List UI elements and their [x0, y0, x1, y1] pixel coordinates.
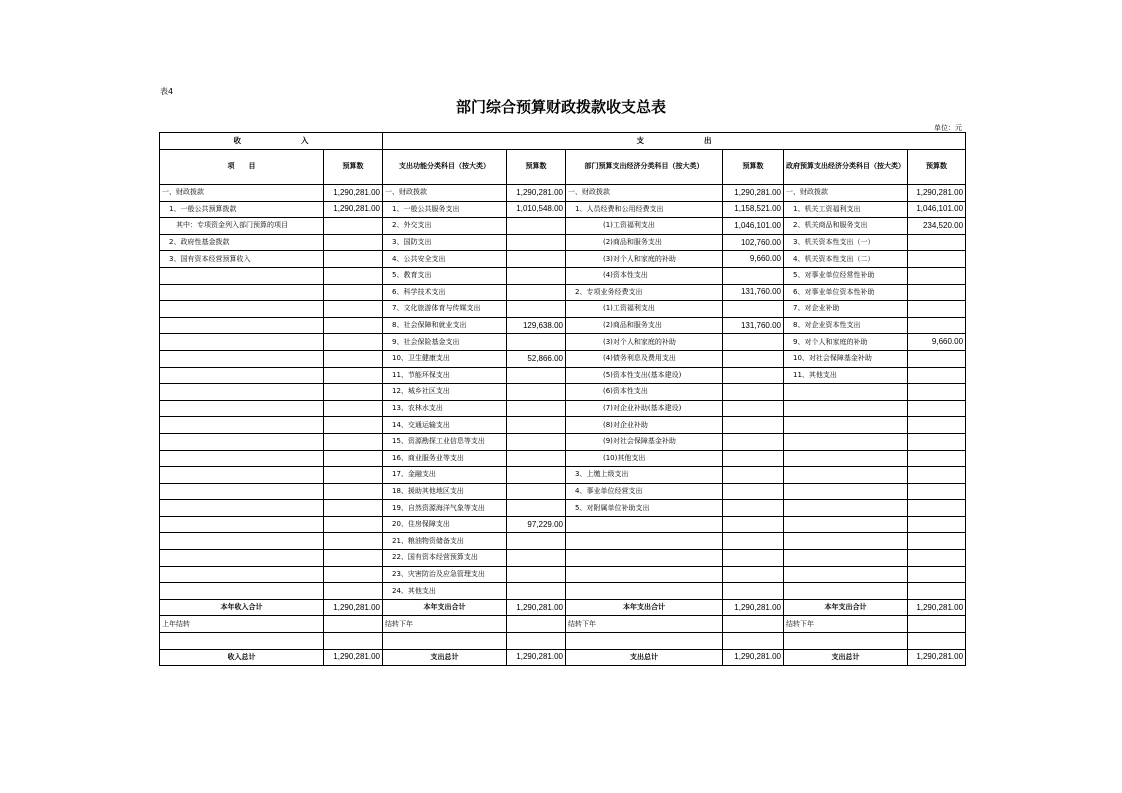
table-row — [160, 500, 966, 517]
item-cell: 1、人员经费和公用经费支出 — [566, 201, 723, 218]
table-row — [160, 566, 966, 583]
item-cell: 8、社会保障和就业支出 — [383, 317, 507, 334]
item-cell: 3、机关资本性支出（一） — [784, 234, 908, 251]
amount-cell — [507, 417, 566, 434]
amount-cell — [324, 433, 383, 450]
item-cell: 1、一般公共预算拨款 — [160, 201, 324, 218]
amount-cell — [908, 616, 966, 633]
amount-cell — [507, 251, 566, 268]
amount-cell — [507, 367, 566, 384]
table-row — [160, 433, 966, 450]
column-header: 支出功能分类科目（按大类） — [383, 150, 507, 185]
amount-cell — [908, 467, 966, 484]
item-cell — [784, 433, 908, 450]
amount-cell: 1,290,281.00 — [723, 185, 784, 202]
amount-cell: 234,520.00 — [908, 218, 966, 235]
amount-cell — [723, 633, 784, 650]
amount-cell — [908, 417, 966, 434]
item-cell: 5、教育支出 — [383, 267, 507, 284]
amount-cell — [723, 550, 784, 567]
amount-cell — [723, 533, 784, 550]
table-row — [160, 350, 966, 367]
item-cell: 结转下年 — [383, 616, 507, 633]
amount-cell — [908, 400, 966, 417]
amount-cell: 1,290,281.00 — [507, 185, 566, 202]
amount-cell — [908, 350, 966, 367]
amount-cell — [324, 384, 383, 401]
amount-cell — [324, 301, 383, 318]
amount-cell — [908, 433, 966, 450]
item-cell — [160, 301, 324, 318]
item-cell: 5、对事业单位经常性补助 — [784, 267, 908, 284]
amount-cell — [507, 500, 566, 517]
item-cell — [160, 566, 324, 583]
item-cell — [160, 450, 324, 467]
item-cell — [784, 533, 908, 550]
amount-cell: 52,866.00 — [507, 350, 566, 367]
amount-cell — [507, 218, 566, 235]
item-cell — [784, 583, 908, 600]
carry-row — [160, 616, 966, 633]
amount-cell — [908, 550, 966, 567]
table-number: 表4 — [160, 87, 174, 96]
item-cell: 支出总计 — [784, 649, 908, 666]
item-cell — [160, 550, 324, 567]
table-row — [160, 583, 966, 600]
table-row — [160, 533, 966, 550]
item-cell — [160, 583, 324, 600]
item-cell: 3、国防支出 — [383, 234, 507, 251]
item-cell: 9、社会保险基金支出 — [383, 334, 507, 351]
item-cell: (9)对社会保障基金补助 — [566, 433, 723, 450]
item-cell — [160, 516, 324, 533]
item-cell: 一、财政拨款 — [383, 185, 507, 202]
amount-cell — [908, 234, 966, 251]
item-cell: 结转下年 — [566, 616, 723, 633]
amount-cell — [507, 450, 566, 467]
table-row — [160, 284, 966, 301]
item-cell: 19、自然资源海洋气象等支出 — [383, 500, 507, 517]
table-row — [160, 550, 966, 567]
item-cell: 5、对附属单位补助支出 — [566, 500, 723, 517]
table-row — [160, 317, 966, 334]
amount-cell — [908, 500, 966, 517]
amount-cell — [723, 367, 784, 384]
column-header: 部门预算支出经济分类科目（按大类） — [566, 150, 723, 185]
item-cell: 24、其他支出 — [383, 583, 507, 600]
amount-cell: 1,290,281.00 — [723, 649, 784, 666]
amount-cell — [324, 417, 383, 434]
item-cell — [160, 533, 324, 550]
item-cell: (8)对企业补助 — [566, 417, 723, 434]
column-header: 预算数 — [908, 150, 966, 185]
amount-cell — [324, 566, 383, 583]
item-cell: 本年支出合计 — [566, 599, 723, 616]
amount-cell — [507, 566, 566, 583]
amount-cell — [507, 284, 566, 301]
table-row — [160, 516, 966, 533]
item-cell — [160, 267, 324, 284]
item-cell: 一、财政拨款 — [784, 185, 908, 202]
amount-cell — [324, 234, 383, 251]
amount-cell: 1,010,548.00 — [507, 201, 566, 218]
amount-cell — [908, 566, 966, 583]
item-cell: 13、农林水支出 — [383, 400, 507, 417]
item-cell — [784, 500, 908, 517]
amount-cell — [723, 483, 784, 500]
item-cell — [160, 483, 324, 500]
column-header: 政府预算支出经济分类科目（按大类） — [784, 150, 908, 185]
item-cell: 支出总计 — [383, 649, 507, 666]
amount-cell: 131,760.00 — [723, 284, 784, 301]
item-cell: 17、金融支出 — [383, 467, 507, 484]
column-header-row — [160, 150, 966, 185]
amount-cell — [723, 384, 784, 401]
item-cell: 2、外交支出 — [383, 218, 507, 235]
item-cell — [160, 350, 324, 367]
amount-cell: 1,290,281.00 — [324, 649, 383, 666]
item-cell: 结转下年 — [784, 616, 908, 633]
amount-cell: 1,158,521.00 — [723, 201, 784, 218]
table-row — [160, 334, 966, 351]
amount-cell — [324, 633, 383, 650]
amount-cell: 1,046,101.00 — [908, 201, 966, 218]
item-cell: 11、节能环保支出 — [383, 367, 507, 384]
item-cell — [160, 384, 324, 401]
amount-cell: 129,638.00 — [507, 317, 566, 334]
income-group-header: 收 入 — [160, 133, 383, 150]
table-row — [160, 218, 966, 235]
amount-cell — [507, 583, 566, 600]
amount-cell — [507, 433, 566, 450]
amount-cell: 9,660.00 — [908, 334, 966, 351]
item-cell: 4、事业单位经营支出 — [566, 483, 723, 500]
table-row — [160, 400, 966, 417]
item-cell: (7)对企业补助(基本建设) — [566, 400, 723, 417]
item-cell — [160, 400, 324, 417]
item-cell: (6)资本性支出 — [566, 384, 723, 401]
item-cell: 本年支出合计 — [383, 599, 507, 616]
amount-cell — [908, 284, 966, 301]
amount-cell — [507, 400, 566, 417]
amount-cell: 1,290,281.00 — [507, 649, 566, 666]
item-cell — [160, 633, 324, 650]
amount-cell — [324, 533, 383, 550]
item-cell — [566, 566, 723, 583]
amount-cell — [723, 334, 784, 351]
amount-cell — [507, 234, 566, 251]
amount-cell — [324, 284, 383, 301]
column-header: 预算数 — [507, 150, 566, 185]
amount-cell — [908, 301, 966, 318]
amount-cell — [908, 583, 966, 600]
amount-cell — [723, 350, 784, 367]
amount-cell: 102,760.00 — [723, 234, 784, 251]
item-cell: 21、粮油物资储备支出 — [383, 533, 507, 550]
amount-cell — [324, 367, 383, 384]
item-cell — [566, 550, 723, 567]
item-cell — [160, 284, 324, 301]
item-cell: 2、专项业务经费支出 — [566, 284, 723, 301]
budget-table — [159, 132, 966, 666]
amount-cell — [723, 301, 784, 318]
amount-cell — [507, 533, 566, 550]
amount-cell: 1,290,281.00 — [507, 599, 566, 616]
amount-cell — [324, 400, 383, 417]
amount-cell — [507, 467, 566, 484]
item-cell: (3)对个人和家庭的补助 — [566, 334, 723, 351]
amount-cell: 131,760.00 — [723, 317, 784, 334]
amount-cell — [723, 616, 784, 633]
amount-cell — [324, 251, 383, 268]
item-cell: 10、卫生健康支出 — [383, 350, 507, 367]
amount-cell — [507, 616, 566, 633]
amount-cell: 1,046,101.00 — [723, 218, 784, 235]
item-cell: 14、交通运输支出 — [383, 417, 507, 434]
amount-cell — [723, 400, 784, 417]
column-header: 预算数 — [324, 150, 383, 185]
amount-cell — [723, 433, 784, 450]
group-header-row — [160, 133, 966, 150]
item-cell: 9、对个人和家庭的补助 — [784, 334, 908, 351]
amount-cell — [723, 516, 784, 533]
table-row — [160, 417, 966, 434]
item-cell: 本年收入合计 — [160, 599, 324, 616]
item-cell — [160, 500, 324, 517]
item-cell: 1、一般公共服务支出 — [383, 201, 507, 218]
amount-cell — [908, 317, 966, 334]
amount-cell — [723, 583, 784, 600]
table-row — [160, 367, 966, 384]
item-cell — [160, 367, 324, 384]
item-cell: 一、财政拨款 — [566, 185, 723, 202]
amount-cell: 1,290,281.00 — [324, 201, 383, 218]
amount-cell — [507, 550, 566, 567]
amount-cell — [908, 251, 966, 268]
item-cell — [160, 317, 324, 334]
amount-cell — [507, 301, 566, 318]
item-cell: (5)资本性支出(基本建设) — [566, 367, 723, 384]
amount-cell — [324, 218, 383, 235]
item-cell: 一、财政拨款 — [160, 185, 324, 202]
item-cell: 其中：专项资金列入部门预算的项目 — [160, 218, 324, 235]
table-row — [160, 267, 966, 284]
item-cell: 4、机关资本性支出（二） — [784, 251, 908, 268]
amount-cell: 1,290,281.00 — [908, 649, 966, 666]
amount-cell — [324, 350, 383, 367]
amount-cell: 1,290,281.00 — [324, 599, 383, 616]
table-row — [160, 251, 966, 268]
column-header: 预算数 — [723, 150, 784, 185]
item-cell — [784, 483, 908, 500]
item-cell: 支出总计 — [566, 649, 723, 666]
item-cell: 收入总计 — [160, 649, 324, 666]
item-cell — [566, 533, 723, 550]
amount-cell — [324, 616, 383, 633]
item-cell — [160, 433, 324, 450]
amount-cell — [507, 633, 566, 650]
table-row — [160, 467, 966, 484]
amount-cell — [507, 384, 566, 401]
amount-cell — [908, 367, 966, 384]
item-cell — [784, 384, 908, 401]
item-cell: 上年结转 — [160, 616, 324, 633]
amount-cell — [507, 483, 566, 500]
item-cell: 22、国有资本经营预算支出 — [383, 550, 507, 567]
column-header: 项 目 — [160, 150, 324, 185]
item-cell: 2、政府性基金拨款 — [160, 234, 324, 251]
item-cell: 本年支出合计 — [784, 599, 908, 616]
amount-cell — [723, 267, 784, 284]
item-cell: 6、对事业单位资本性补助 — [784, 284, 908, 301]
item-cell: 4、公共安全支出 — [383, 251, 507, 268]
amount-cell — [324, 516, 383, 533]
amount-cell — [908, 450, 966, 467]
table-row — [160, 483, 966, 500]
amount-cell — [324, 483, 383, 500]
amount-cell — [507, 267, 566, 284]
amount-cell — [324, 500, 383, 517]
item-cell: 7、对企业补助 — [784, 301, 908, 318]
blank-row — [160, 633, 966, 650]
item-cell — [784, 633, 908, 650]
amount-cell — [723, 566, 784, 583]
item-cell — [784, 450, 908, 467]
item-cell: (4)资本性支出 — [566, 267, 723, 284]
amount-cell — [908, 384, 966, 401]
item-cell: 15、资源勘探工业信息等支出 — [383, 433, 507, 450]
item-cell: (10)其他支出 — [566, 450, 723, 467]
amount-cell: 97,229.00 — [507, 516, 566, 533]
table-row — [160, 450, 966, 467]
page-title: 部门综合预算财政拨款收支总表 — [455, 98, 666, 116]
item-cell — [566, 633, 723, 650]
amount-cell — [908, 533, 966, 550]
item-cell — [566, 516, 723, 533]
item-cell — [784, 400, 908, 417]
item-cell: 2、机关商品和服务支出 — [784, 218, 908, 235]
item-cell — [784, 417, 908, 434]
amount-cell — [324, 317, 383, 334]
item-cell: (3)对个人和家庭的补助 — [566, 251, 723, 268]
item-cell: (2)商品和服务支出 — [566, 317, 723, 334]
amount-cell — [324, 550, 383, 567]
table-row — [160, 384, 966, 401]
item-cell: 3、上缴上级支出 — [566, 467, 723, 484]
amount-cell: 1,290,281.00 — [908, 185, 966, 202]
item-cell: 12、城乡社区支出 — [383, 384, 507, 401]
item-cell: (4)债务利息及费用支出 — [566, 350, 723, 367]
item-cell: 7、文化旅游体育与传媒支出 — [383, 301, 507, 318]
amount-cell — [324, 583, 383, 600]
amount-cell — [908, 483, 966, 500]
item-cell — [160, 334, 324, 351]
item-cell: (1)工资福利支出 — [566, 301, 723, 318]
table-row — [160, 234, 966, 251]
item-cell — [160, 467, 324, 484]
total-row — [160, 649, 966, 666]
expense-group-header: 支 出 — [383, 133, 966, 150]
amount-cell — [723, 500, 784, 517]
item-cell — [566, 583, 723, 600]
amount-cell — [723, 417, 784, 434]
amount-cell: 1,290,281.00 — [723, 599, 784, 616]
item-cell: 1、机关工资福利支出 — [784, 201, 908, 218]
item-cell: 10、对社会保障基金补助 — [784, 350, 908, 367]
amount-cell — [324, 450, 383, 467]
amount-cell — [908, 633, 966, 650]
table-row — [160, 201, 966, 218]
item-cell — [784, 550, 908, 567]
table-row — [160, 301, 966, 318]
amount-cell — [723, 450, 784, 467]
item-cell: 18、援助其他地区支出 — [383, 483, 507, 500]
item-cell — [784, 566, 908, 583]
item-cell: 3、国有资本经营预算收入 — [160, 251, 324, 268]
amount-cell: 9,660.00 — [723, 251, 784, 268]
item-cell: 8、对企业资本性支出 — [784, 317, 908, 334]
item-cell: 6、科学技术支出 — [383, 284, 507, 301]
amount-cell — [324, 334, 383, 351]
item-cell — [383, 633, 507, 650]
amount-cell — [723, 467, 784, 484]
unit-label: 单位：元 — [934, 124, 962, 132]
amount-cell — [908, 267, 966, 284]
item-cell — [784, 516, 908, 533]
amount-cell: 1,290,281.00 — [324, 185, 383, 202]
amount-cell — [324, 467, 383, 484]
amount-cell: 1,290,281.00 — [908, 599, 966, 616]
item-cell: 11、其他支出 — [784, 367, 908, 384]
amount-cell — [507, 334, 566, 351]
amount-cell — [324, 267, 383, 284]
item-cell — [160, 417, 324, 434]
item-cell: 20、住房保障支出 — [383, 516, 507, 533]
item-cell — [784, 467, 908, 484]
item-cell: (1)工资福利支出 — [566, 218, 723, 235]
table-row — [160, 185, 966, 202]
item-cell: 16、商业服务业等支出 — [383, 450, 507, 467]
amount-cell — [908, 516, 966, 533]
subtotal-row — [160, 599, 966, 616]
item-cell: (2)商品和服务支出 — [566, 234, 723, 251]
item-cell: 23、灾害防治及应急管理支出 — [383, 566, 507, 583]
